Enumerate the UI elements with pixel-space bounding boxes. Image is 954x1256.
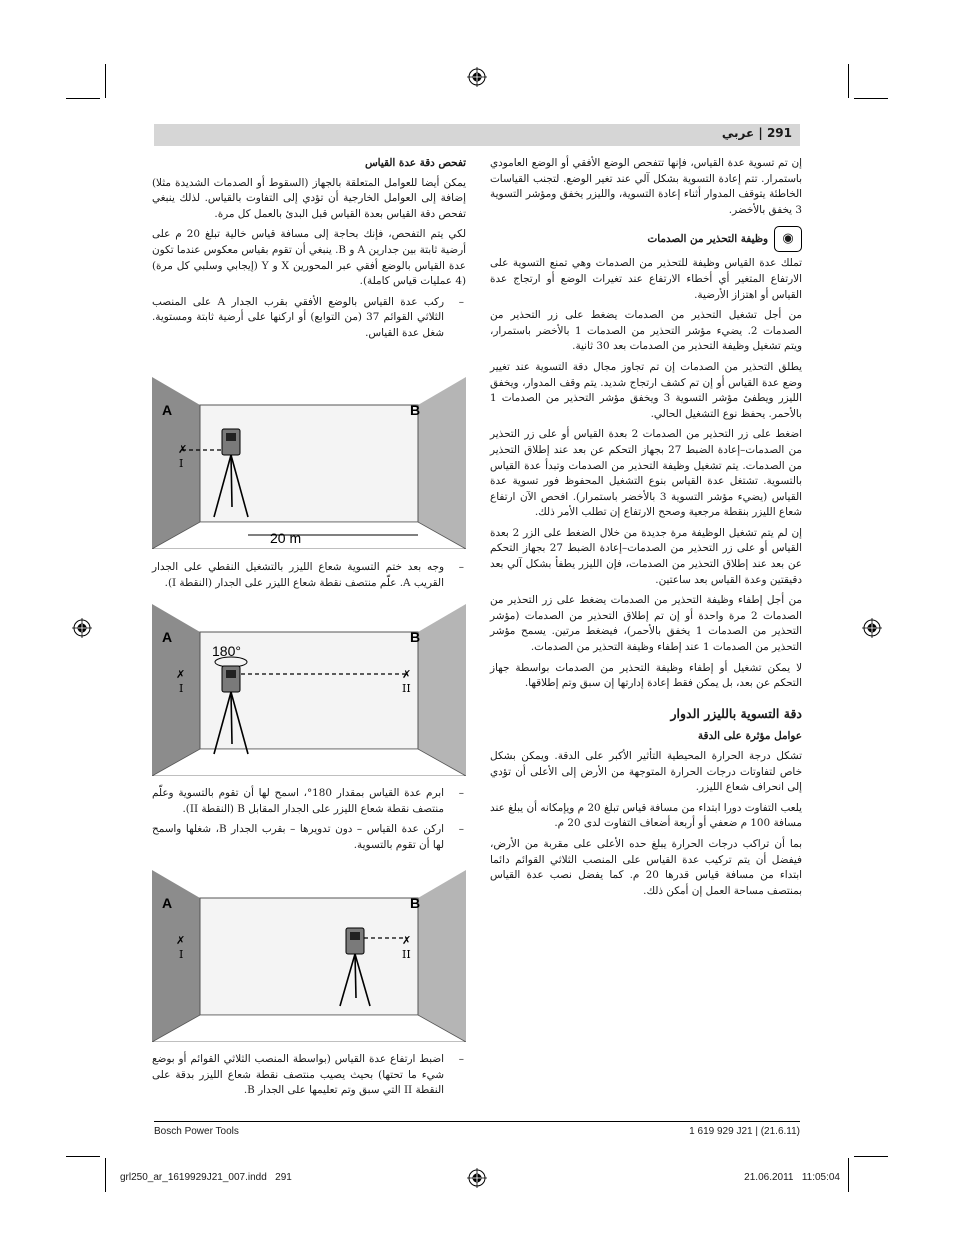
left-column-bullets-3-4 [152, 786, 466, 858]
paragraph: من أجل إطفاء وظيفة التحذير من الصدمات يضغط على زر التحذير من الصدمات 2 مرة واحدة أو إن تم إطلاق التحذير من الصدمات (مؤشر التحذير من الصدمات 1 يخفق بالأحمر)، فيضغط مرتين. يسمح مؤشر التحذير من الصدمات 1 عند إطفاء وظيفة التحذير من الصدمات. [490, 594, 803, 654]
paragraph: بما أن تراكب درجات الحرارة يبلغ حده الأعلى على مقربة من الأرض، فيفضل أن يتم تركيب عدة القياس على المنصب الثلاثي القوائم دائما ابتداء من مسافة قياس قدرها 20 م. كما يفضل نصب عدة القياس بمنتصف مساحة العمل إن أمكن ذلك. [490, 837, 802, 897]
bullet-item: – اضبط ارتفاع عدة القياس (بواسطة المنصب الثلاثي القوائم أو بوضع شيء ما تحتها) بحيث يصيب منتصف نقطة شعاع الليزر بدقة على النقطة II التي سبق وتم تعليمها على الجدار B. [152, 1052, 466, 1099]
wall-b-label: B [410, 629, 421, 645]
registration-mark-icon [467, 1168, 487, 1188]
sub-heading: عوامل مؤثرة على الدقة [697, 730, 802, 743]
wall-a-label: A [162, 402, 173, 418]
svg-text:✗: ✗ [402, 934, 412, 947]
point-ii-label: II [402, 948, 411, 961]
left-column-bullet-5 [152, 1052, 466, 1104]
paragraph: يمكن أيضا للعوامل المتعلقة بالجهاز (السقوط أو الصدمات الشديدة مثلا) إضافة إلى العوامل الخارجية أن تؤدي إلى التفاوت بالقياس. لذلك ينبغي تفحص دقة القياس بعدة القياس قبل البدئ بالعمل كل مرة. [152, 176, 466, 220]
point-i-label: I [179, 948, 184, 961]
slug-file: grl250_ar_1619929J21_007.indd 291 [120, 1172, 292, 1183]
slug-date: 21.06.2011 11:05:04 [744, 1172, 840, 1183]
shock-heading-row [490, 226, 802, 252]
point-i-label: I [179, 457, 184, 470]
paragraph: يلعب التفاوت دورا ابتداء من مسافة قياس تبلغ 20 م ويإمكانه أن يبلغ عند مسافة 100 م ضعفي أو أربعة أضعاف التفاوت لدى 20 م. [490, 801, 802, 830]
wall-a-label: A [162, 895, 173, 911]
point-ii-label: II [402, 682, 411, 695]
paragraph: تشكل درجة الحرارة المحيطية التأثير الأكبر على الدقة. ويمكن بشكل خاص لتفاوتات درجات الحرارة المتوجهة من الأرض إلى الأعلى أن تؤدي إلى انحراف شعاع الليزر. [490, 750, 802, 794]
footer-doc-number: 1 619 929 J21 | (21.6.11) [689, 1126, 800, 1137]
shock-warning-icon: ◉ [774, 226, 802, 252]
figure-3-diagram [152, 870, 466, 1042]
bullet-item: – ابرم عدة القياس بمقدار 180°، اسمح لها أن تقوم بالتسوية وعلّم منتصف نقطة شعاع الليزر على الجدار المقابل B (النقطة II). [152, 786, 466, 817]
rotation-label: 180° [212, 643, 241, 659]
svg-text:✗: ✗ [402, 668, 412, 681]
registration-mark-icon [862, 618, 882, 638]
figure-2-diagram [152, 604, 466, 776]
crop-mark [848, 64, 849, 98]
language-label: عربي [721, 126, 755, 140]
crop-mark [66, 98, 100, 99]
page-number-value: 291 [766, 126, 792, 140]
crop-mark [105, 1158, 106, 1192]
svg-text:✗: ✗ [176, 668, 186, 681]
crop-mark [105, 64, 106, 98]
wall-b-label: B [410, 402, 421, 418]
bullet-item: – وجه بعد ختم التسوية شعاع الليزر بالتشغيل النقطي على الجدار القريب A. علّم منتصف نقطة شعاع الليزر على الجدار (النقطة I). [152, 560, 466, 591]
footer-brand: Bosch Power Tools [154, 1126, 239, 1137]
bullet-item: – ركب عدة القياس بالوضع الأفقي بقرب الجدار A على المنصب الثلاثي القوائم 37 (من التوابع) أو اركنها على أرضية ثابتة ومستوية. شغل عدة القياس. [152, 295, 466, 342]
shock-heading: وظيفة التحذير من الصدمات [647, 233, 768, 246]
page-number: 291 | عربي [721, 126, 792, 140]
footer-rule [154, 1121, 800, 1122]
paragraph: إن لم يتم تشغيل الوظيفة مرة جديدة من خلال الضغط على الزر 2 بعدة القياس أو على زر التحذير من الصدمات–إعادة الضبط 27 بجهاز التحكم عن بعد عند إطلاق التحذير من الصدمات، فإن الليزر يطفأ بشكل آلي بعد دقيقتين وعدة القياس بعد ساعتين. [490, 526, 802, 586]
paragraph: من أجل تشغيل التحذير من الصدمات يضغط على زر التحذير من الصدمات 2. يضيء مؤشر التحذير من الصدمات 1 بالأخضر باستمرار، ويتم تشغيل وظيفة التحذير من الصدمات بعد 30 ثانية. [490, 309, 802, 353]
crop-mark [848, 1158, 849, 1192]
registration-mark-icon [72, 618, 92, 638]
intro-paragraph: إن تم تسوية عدة القياس، فإنها تتفحص الوضع الأفقي أو الوضع العامودي باستمرار. تتم إعادة التسوية بشكل آلي عند تغير الوضع. لتجنب القياسات الخاطئة يتوقف المدوار أثناء إعادة التسوية، والليزر يخفق ومؤشر التسوية 3 يخفق بالأخضر. [490, 157, 802, 216]
bullet-item: – اركن عدة القياس – دون تدويرها – بقرب الجدار B، شغلها واسمح لها أن تقوم بالتسوية. [152, 822, 466, 853]
right-column [490, 156, 802, 904]
section-heading: تفحص دقة عدة القياس [365, 157, 466, 169]
left-column-bullet-2 [152, 560, 466, 596]
distance-label: 20 m [270, 530, 302, 546]
left-column-top [152, 156, 466, 347]
figure-1-diagram [152, 377, 466, 549]
crop-mark [854, 1156, 888, 1157]
svg-text:✗: ✗ [178, 443, 188, 456]
paragraph: لا يمكن تشغيل أو إطفاء وظيفة التحذير من الصدمات بواسطة جهاز التحكم عن بعد، بل يمكن فقط إعادة إدارتها إن سبق وتم إطلاقها. [490, 661, 802, 690]
wall-b-label: B [410, 895, 421, 911]
registration-mark-icon [467, 67, 487, 87]
crop-mark [66, 1156, 100, 1157]
svg-text:✗: ✗ [176, 934, 186, 947]
paragraph: يطلق التحذير من الصدمات إن تم تجاوز مجال دقة التسوية عند تغيير وضع عدة القياس أو إن تم كشف ارتجاج شديد. يتم وقف المدوار، ويخفق الليزر ويطفئ مؤشر التسوية 3 ويخفق مؤشر التحذير من الصدمات 1 بالأحمر. يحفظ نوع التشغيل الحالي. [490, 360, 802, 420]
page-header [154, 124, 800, 146]
wall-a-label: A [162, 629, 173, 645]
point-i-label: I [179, 682, 184, 695]
paragraph: لكي يتم التفحص، فإنك بحاجة إلى مسافة قياس خالية تبلغ 20 م على أرضية ثابتة بين جدارين A و B. ينبغي أن تقوم بقياس معكوس عندما تكون عدة القياس بالوضع أفقي عبر المحورين X و Y (إيجابي وسلبي كل مرة) (4 عمليات قياس كاملة). [152, 228, 467, 288]
crop-mark [854, 98, 888, 99]
paragraph: تملك عدة القياس وظيفة للتحذير من الصدمات وهي تمنع التسوية على الارتفاع المتغير أي أخطاء الارتفاع عند تغيرات الوضع أو ارتجاج عدة القياس أو اهتزاز الأرضية. [490, 257, 802, 301]
section-title: دقة التسوية بالليزر الدوار [670, 705, 802, 721]
paragraph: اضغط على زر التحذير من الصدمات 2 بعدة القياس أو على زر التحذير من الصدمات–إعادة الضبط 27 بجهاز التحكم عن بعد عند إطلاق التحذير من الصدمات. يتم تشغيل وظيفة التحذير من الصدمات وتبدأ عدة القياس بالتسوية. تشتغل عدة القياس بنوع التشغيل المحفوظ فور تسوية عدة القياس (يضيء مؤشر التسوية 3 بالأخضر باستمرار). افحص الآن ارتفاع شعاع الليزر بنقطة مرجعية وصحح الارتفاع إن تطلب الأمر ذلك. [490, 428, 803, 519]
